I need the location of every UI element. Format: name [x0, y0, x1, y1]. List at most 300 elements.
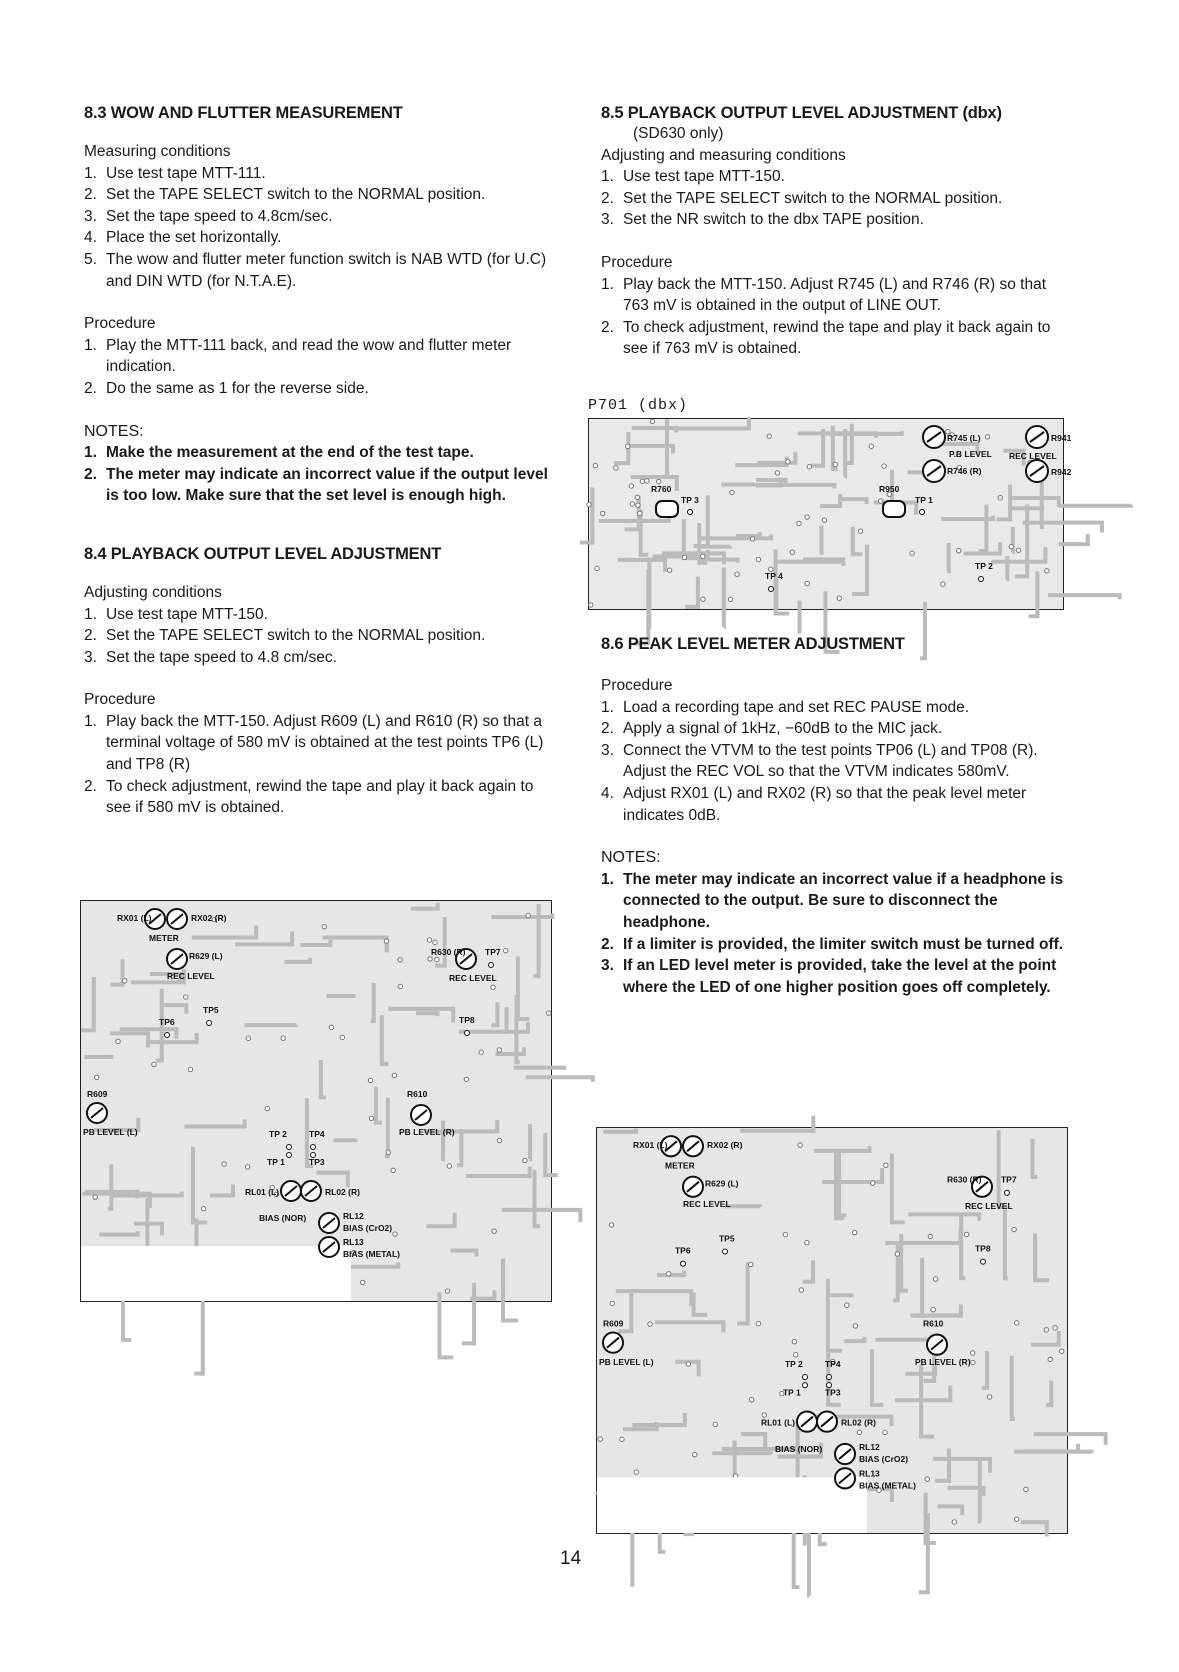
pcb-trace	[830, 1294, 851, 1296]
pcb-pad	[95, 1075, 99, 1079]
pcb-pad	[833, 462, 837, 466]
pcb-trace	[529, 1124, 530, 1159]
pcb-pad	[222, 1162, 226, 1166]
pcb-pad	[393, 1232, 397, 1236]
label-tp3: TP 3	[681, 495, 699, 505]
list-item	[84, 184, 554, 206]
pcb-trace	[1059, 505, 1131, 506]
pcb-trace	[1058, 534, 1087, 544]
label-tp7: TP7	[485, 947, 501, 957]
pcb-pad	[1009, 544, 1013, 548]
pcb-pad	[638, 511, 642, 515]
test-point-icon	[681, 1261, 686, 1266]
label-rx01: RX01 (L)	[633, 1140, 668, 1151]
pcb-pad	[546, 1011, 550, 1015]
label-tp2: TP 2	[785, 1358, 803, 1369]
label-tp3: TP3	[309, 1157, 325, 1167]
pcb-pad	[1045, 569, 1049, 573]
label-tp1: TP 1	[267, 1157, 285, 1167]
s86-notes-heading: NOTES:	[601, 849, 661, 867]
section-8-4-title: 8.4 PLAYBACK OUTPUT LEVEL ADJUSTMENT	[84, 544, 442, 563]
label-tp5: TP5	[719, 1233, 735, 1244]
item-number: 1.	[84, 336, 97, 354]
label-r942: R942	[1051, 467, 1072, 477]
label-rl01: RL01 (L)	[245, 1187, 279, 1197]
list-item	[601, 317, 1071, 360]
pcb-pad	[792, 1339, 796, 1343]
pcb-pad	[884, 1163, 888, 1167]
trimmer-r745-icon	[923, 426, 945, 448]
label-r760: R760	[651, 484, 672, 494]
label-pb-level: P.B LEVEL	[949, 449, 992, 459]
pcb-pad	[620, 1437, 624, 1441]
section-8-6-title: 8.6 PEAK LEVEL METER ADJUSTMENT	[601, 635, 905, 653]
item-number: 2.	[601, 318, 614, 336]
pcb-pad	[933, 1277, 937, 1281]
label-r610: R610	[407, 1089, 428, 1099]
pcb-pad	[756, 557, 760, 561]
pcb-pad	[589, 603, 593, 607]
label-tp8: TP8	[459, 1015, 475, 1025]
test-point-icon	[827, 1375, 832, 1380]
pcb-pad	[853, 1324, 857, 1328]
s86-notes-list	[601, 869, 1071, 999]
pcb-pad	[735, 572, 739, 576]
pcb-background	[597, 1128, 1067, 1533]
pcb-pad	[329, 1025, 333, 1029]
pcb-pad	[822, 518, 826, 522]
main-pcb-svg-right	[597, 1128, 1067, 1533]
pcb-pad	[610, 1301, 614, 1305]
test-point-icon	[803, 1383, 808, 1388]
pcb-trace	[839, 499, 866, 504]
pcb-pad	[767, 434, 771, 438]
label-rx01: RX01 (L)	[117, 913, 152, 923]
s85-procedure-heading: Procedure	[601, 253, 673, 271]
trimmer-r629-icon	[683, 1177, 703, 1197]
pcb-pad	[1015, 1321, 1019, 1325]
pcb-pad	[1044, 1328, 1048, 1332]
label-r950: R950	[879, 484, 900, 494]
item-text: Play the MTT-111 back, and read the wow and flutter meter indication.	[106, 336, 512, 376]
pcb-pad	[503, 948, 507, 952]
relay-rl01-icon	[797, 1412, 817, 1432]
item-number: 1.	[601, 168, 614, 186]
label-tp4: TP 4	[765, 571, 783, 581]
item-text: Adjust RX01 (L) and RX02 (R) so that the peak level meter indicates 0dB.	[623, 784, 1027, 824]
pcb-pad	[650, 419, 654, 423]
pcb-trace	[625, 496, 639, 529]
right-column	[601, 104, 1071, 360]
pcb-trace	[1040, 481, 1042, 527]
pcb-pad	[634, 1470, 638, 1474]
item-text: The meter may indicate an incorrect value if the output level is too low. Make sure that the set level is enough high.	[106, 465, 548, 505]
label-bias_nor: BIAS (NOR)	[259, 1213, 307, 1223]
label-rx02: RX02 (R)	[707, 1140, 743, 1151]
pcb-pad	[1016, 548, 1020, 552]
pcb-trace	[641, 510, 649, 555]
pcb-pad	[693, 1452, 697, 1456]
pcb-trace	[194, 1294, 202, 1373]
pcb-pad	[526, 913, 530, 917]
label-tp2: TP 2	[269, 1129, 287, 1139]
pcb-pad	[497, 1138, 501, 1142]
pcb-pad	[360, 1280, 364, 1284]
pcb-pad	[837, 596, 841, 600]
label-tp7: TP7	[1001, 1174, 1017, 1185]
item-text: Connect the VTVM to the test points TP06 (L) and TP08 (R). Adjust the REC VOL so that the VTVM indicates 580mV.	[623, 741, 1038, 781]
list-item	[84, 206, 554, 228]
item-number: 1.	[84, 712, 97, 730]
pcb-trace	[580, 487, 592, 542]
trimmer-rx02-icon	[167, 909, 187, 929]
relay-rl13-icon	[319, 1237, 339, 1257]
pcb-trace	[1048, 595, 1120, 599]
trimmer-rx02-icon	[683, 1136, 703, 1156]
list-item	[601, 955, 1071, 998]
label-rl02: RL02 (R)	[325, 1187, 360, 1197]
item-number: 3.	[601, 741, 614, 759]
pcb-pad	[750, 1397, 754, 1401]
pcb-pad	[895, 1252, 899, 1256]
pcb-pad	[340, 1035, 344, 1039]
pcb-pad	[184, 995, 188, 999]
label-bias_nor: BIAS (NOR)	[775, 1443, 823, 1455]
pcb-trace	[997, 484, 1010, 519]
pcb-trace	[947, 543, 948, 571]
item-text: Place the set horizontally.	[106, 229, 282, 247]
pcb-pad	[322, 924, 326, 928]
list-item	[601, 166, 1071, 188]
label-bias_cro2: BIAS (CrO2)	[859, 1454, 909, 1465]
list-item	[84, 464, 554, 507]
tp3-point-icon	[688, 510, 693, 515]
list-item	[601, 188, 1071, 210]
pcb-pad	[971, 1360, 975, 1364]
item-number: 1.	[84, 605, 97, 623]
pcb-pad	[797, 521, 801, 525]
label-rec_level_r: REC LEVEL	[449, 973, 497, 983]
item-number: 2.	[601, 935, 614, 953]
pcb-trace	[333, 1139, 355, 1140]
test-point-icon	[981, 1259, 986, 1264]
pcb-pad	[952, 1520, 956, 1524]
s84-procedure-heading: Procedure	[84, 691, 156, 709]
pcb-trace	[649, 557, 650, 628]
pcb-pad	[614, 466, 618, 470]
pcb-trace	[964, 542, 1001, 553]
pcb-pad	[928, 1234, 932, 1238]
list-item	[84, 625, 554, 647]
test-point-icon	[311, 1153, 316, 1158]
s83-procedure-list	[84, 335, 554, 400]
label-rl12: RL12	[859, 1441, 880, 1452]
pcb-pad	[635, 495, 639, 499]
pcb-trace	[634, 570, 648, 644]
list-item	[601, 697, 1071, 719]
trimmer-r610-icon	[411, 1105, 431, 1125]
label-tp8: TP8	[975, 1243, 991, 1254]
label-tp4: TP4	[309, 1129, 325, 1139]
pcb-pad	[756, 1321, 760, 1325]
pcb-pad	[970, 1351, 974, 1355]
list-item	[84, 227, 554, 249]
label-r745: R745 (L)	[947, 433, 981, 443]
label-pb_level_l: PB LEVEL (L)	[599, 1356, 654, 1367]
pcb-trace	[84, 1055, 111, 1057]
pcb-pad	[805, 515, 809, 519]
connector-r950-icon	[883, 501, 905, 517]
pcb-trace	[1008, 505, 1042, 508]
pcb-trace	[618, 560, 665, 572]
pcb-pad	[188, 1067, 192, 1071]
test-point-icon	[165, 1033, 170, 1038]
item-number: 3.	[84, 207, 97, 225]
page-number: 14	[560, 1548, 582, 1569]
pcb-trace	[1006, 556, 1007, 579]
item-text: Set the tape speed to 4.8 cm/sec.	[106, 648, 337, 666]
pcb-pad	[783, 1232, 787, 1236]
pcb-pad	[369, 1116, 373, 1120]
item-number: 1.	[601, 275, 614, 293]
pcb-pad	[492, 1229, 496, 1233]
label-rec_level_l: REC LEVEL	[683, 1198, 731, 1209]
board-cutout	[81, 1246, 351, 1301]
label-meter: METER	[149, 933, 179, 943]
label-tp3: TP3	[825, 1387, 841, 1398]
item-text: Play back the MTT-150. Adjust R609 (L) and R610 (R) so that a terminal voltage of 580 mV is obtained at the test points TP6 (L) and TP8 (R)	[106, 712, 544, 774]
main-pcb-svg-left	[81, 901, 551, 1301]
test-point-icon	[207, 1021, 212, 1026]
trimmer-r746-icon	[923, 460, 945, 482]
label-rl12: RL12	[343, 1211, 364, 1221]
pcb-trace	[632, 428, 677, 432]
label-rl13: RL13	[859, 1468, 880, 1479]
pcb-pad	[790, 550, 794, 554]
list-item	[601, 934, 1071, 956]
section-8-3-title: 8.3 WOW AND FLUTTER MEASUREMENT	[84, 104, 403, 122]
pcb-trace	[800, 601, 802, 632]
item-number: 3.	[601, 957, 614, 975]
label-r609: R609	[87, 1089, 108, 1099]
pcb-pad	[1012, 1227, 1016, 1231]
relay-rl13-icon	[835, 1468, 855, 1488]
pcb-pad	[93, 1195, 97, 1199]
pcb-pad	[265, 1106, 269, 1110]
pcb-pad	[883, 1430, 887, 1434]
s85-conditions-heading: Adjusting and measuring conditions	[601, 146, 846, 164]
test-point-icon	[1005, 1190, 1010, 1195]
item-text: Load a recording tape and set REC PAUSE mode.	[623, 698, 970, 716]
pcb-pad	[805, 1240, 809, 1244]
test-point-icon	[465, 1031, 470, 1036]
item-number: 1.	[84, 164, 97, 182]
pcb-pad	[728, 597, 732, 601]
pcb-pad	[857, 1430, 861, 1434]
item-text: Do the same as 1 for the reverse side.	[106, 379, 369, 397]
pcb-trace	[756, 485, 835, 488]
pcb-trace	[712, 1453, 770, 1454]
item-text: If an LED level meter is provided, take the level at the point where the LED of one higher position goes off completely.	[623, 957, 1057, 996]
pcb-pad	[598, 1437, 602, 1441]
label-pb_level_r: PB LEVEL (R)	[915, 1356, 971, 1367]
pcb-pad	[152, 1062, 156, 1066]
item-number: 2.	[601, 720, 614, 738]
tp4-point-icon	[769, 587, 774, 592]
pcb-trace	[244, 1025, 295, 1026]
item-text: Apply a signal of 1kHz, −60dB to the MIC jack.	[623, 720, 943, 738]
pcb-pad	[869, 444, 873, 448]
s85-subtitle: (SD630 only)	[633, 125, 724, 142]
label-rec-level: REC LEVEL	[1009, 451, 1057, 461]
pcb-pad	[601, 511, 605, 515]
pcb-pad	[427, 938, 431, 942]
pcb-pad	[794, 1353, 798, 1357]
pcb-pad	[648, 1322, 652, 1326]
trimmer-r609-icon	[87, 1103, 107, 1123]
pcb-pad	[667, 568, 671, 572]
relay-rl02-icon	[301, 1181, 321, 1201]
item-text: Set the TAPE SELECT switch to the NORMAL position.	[106, 186, 486, 204]
label-rec_level_l: REC LEVEL	[167, 971, 215, 981]
pcb-pad	[1060, 1349, 1064, 1353]
item-number: 2.	[84, 627, 97, 645]
pcb-pad	[748, 1262, 752, 1266]
pcb-pad	[645, 479, 649, 483]
section-8-5-title: 8.5 PLAYBACK OUTPUT LEVEL ADJUSTMENT (dbx)	[601, 104, 1002, 122]
relay-rl02-icon	[817, 1412, 837, 1432]
pcb-pad	[593, 463, 597, 467]
pcb-pad	[786, 460, 790, 464]
pcb-pad	[640, 479, 644, 483]
list-item	[84, 335, 554, 378]
pcb-pad	[368, 1078, 372, 1082]
list-item	[601, 209, 1071, 231]
pcb-pad	[392, 1073, 396, 1077]
pcb-pad	[398, 958, 402, 962]
label-tp6: TP6	[159, 1017, 175, 1027]
pcb-pad	[428, 957, 432, 961]
item-text: Set the NR switch to the dbx TAPE position.	[623, 211, 924, 229]
label-pb_level_r: PB LEVEL (R)	[399, 1127, 455, 1137]
trimmer-r629-icon	[167, 949, 187, 969]
pcb-pad	[630, 502, 634, 506]
pcb-pad	[845, 1303, 849, 1307]
pcb-pad	[925, 1477, 929, 1481]
item-number: 2.	[601, 189, 614, 207]
list-item	[84, 442, 554, 464]
list-item	[601, 740, 1071, 783]
pcb-pad	[858, 529, 862, 533]
list-item	[601, 718, 1071, 740]
connector-r760-icon	[656, 501, 678, 517]
pcb-pad	[870, 1181, 874, 1185]
pcb-trace	[820, 494, 840, 506]
list-item	[84, 604, 554, 626]
pcb-trace	[1015, 504, 1027, 576]
test-point-icon	[287, 1145, 292, 1150]
pcb-trace	[775, 560, 842, 562]
pcb-pad	[123, 979, 127, 983]
s86-procedure-heading: Procedure	[601, 677, 673, 694]
label-bias_metal: BIAS (METAL)	[859, 1480, 916, 1491]
pcb-pad	[491, 985, 495, 989]
pcb-trace	[1023, 523, 1102, 533]
pcb-pad	[1014, 1517, 1018, 1521]
list-item	[84, 378, 554, 400]
right-column-lower	[601, 635, 1071, 998]
list-item	[84, 711, 554, 776]
label-tp2: TP 2	[975, 561, 993, 571]
label-bias_metal: BIAS (METAL)	[343, 1249, 400, 1259]
pcb-trace	[673, 417, 749, 428]
label-r630: R630 (R)	[431, 947, 466, 957]
s83-procedure-heading: Procedure	[84, 315, 156, 333]
label-r629: R629 (L)	[705, 1178, 739, 1189]
test-point-icon	[827, 1383, 832, 1388]
pcb-pad	[713, 1422, 717, 1426]
item-number: 4.	[84, 229, 97, 247]
item-text: Use test tape MTT-150.	[623, 168, 785, 186]
label-meter: METER	[665, 1160, 695, 1171]
pcb-pad	[595, 566, 599, 570]
label-r630: R630 (R)	[947, 1174, 982, 1185]
trimmer-r610-icon	[927, 1335, 947, 1355]
item-number: 2.	[84, 186, 97, 204]
item-text: To check adjustment, rewind the tape and play it back again to see if 763 mV is obtained.	[623, 318, 1051, 358]
main-pcb-diagram-right	[596, 1127, 1068, 1534]
item-number: 1.	[601, 698, 614, 716]
label-rec_level_r: REC LEVEL	[965, 1200, 1013, 1212]
pcb-pad	[629, 484, 633, 488]
pcb-pad	[201, 1206, 205, 1210]
pcb-pad	[882, 464, 886, 468]
item-text: The wow and flutter meter function switch is NAB WTD (for U.C) and DIN WTD (for N.T.A.E).	[106, 250, 547, 290]
label-rx02: RX02 (R)	[191, 913, 227, 923]
pcb-pad	[636, 503, 640, 507]
pcb-pad	[386, 1150, 390, 1154]
s85-procedure-list	[601, 274, 1071, 360]
label-r941: R941	[1051, 433, 1072, 443]
pcb-pad	[985, 435, 989, 439]
pcb-pad	[910, 551, 914, 555]
label-tp6: TP6	[675, 1245, 691, 1256]
pcb-pad	[987, 1395, 991, 1399]
pcb-pad	[447, 1164, 451, 1168]
pcb-trace	[439, 1292, 453, 1357]
pcb-pad	[686, 1362, 690, 1366]
s84-conditions-heading: Adjusting conditions	[84, 583, 222, 601]
s83-notes-heading: NOTES:	[84, 422, 144, 440]
pcb-pad	[433, 940, 437, 944]
pcb-background	[81, 901, 551, 1301]
pcb-trace	[685, 577, 698, 607]
pcb-pad	[281, 1036, 285, 1040]
pcb-trace	[545, 1133, 558, 1175]
pcb-pad	[587, 502, 591, 506]
label-rl13: RL13	[343, 1237, 364, 1247]
pcb-pad	[852, 1230, 856, 1234]
tp1-point-icon	[920, 510, 925, 515]
item-text: Set the tape speed to 4.8cm/sec.	[106, 207, 333, 225]
pcb-trace	[1009, 498, 1059, 507]
trimmer-r942-icon	[1026, 460, 1048, 482]
list-item	[84, 647, 554, 669]
relay-rl12-icon	[319, 1213, 339, 1233]
dbx-board-title: P701 (dbx)	[588, 397, 689, 414]
label-bias_cro2: BIAS (CrO2)	[343, 1223, 393, 1233]
item-text: Set the TAPE SELECT switch to the NORMAL position.	[623, 189, 1003, 207]
